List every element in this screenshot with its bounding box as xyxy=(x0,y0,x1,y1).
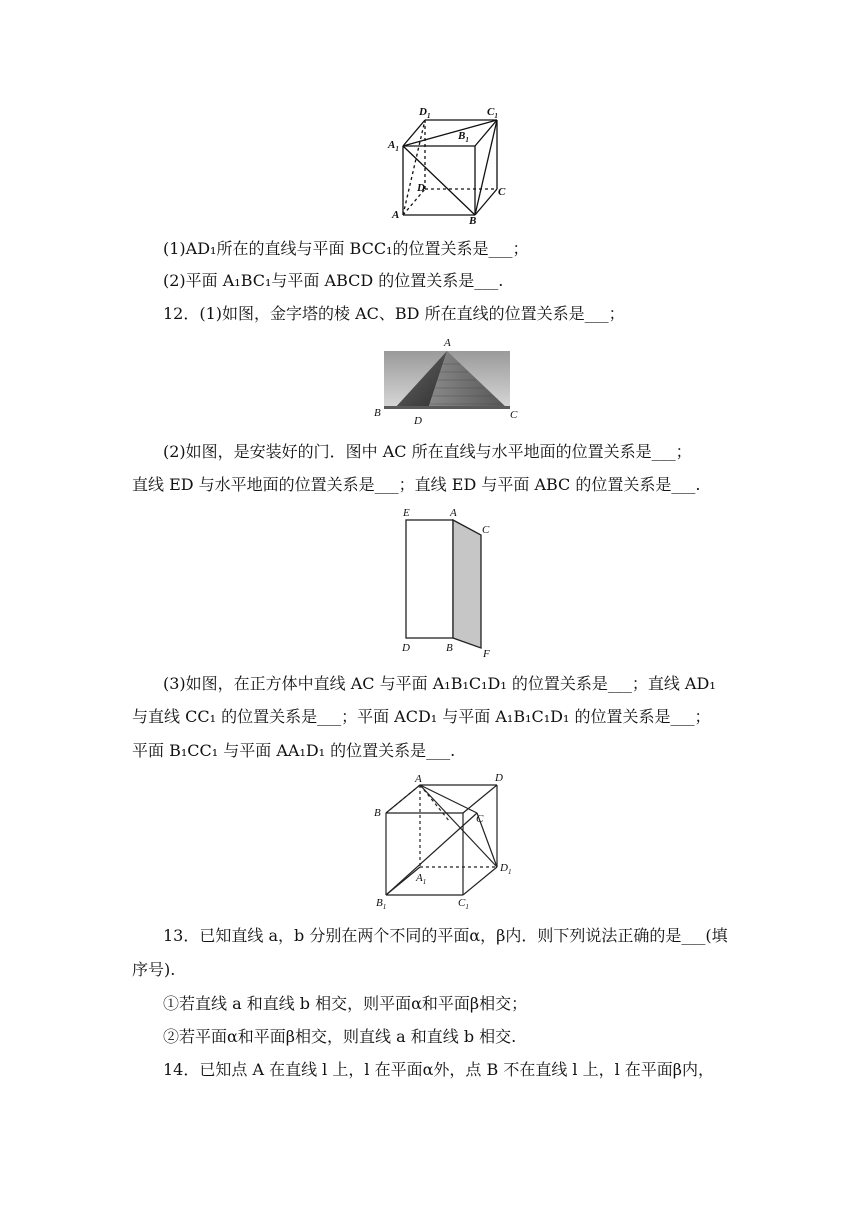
q12-part2-line2: 直线 ED 与水平地面的位置关系是___；直线 ED 与平面 ABC 的位置关系是___. xyxy=(132,475,701,494)
svg-text:B: B xyxy=(374,807,381,819)
door-figure xyxy=(398,505,498,660)
svg-text:A: A xyxy=(392,209,400,221)
cube-figure-2 xyxy=(370,770,520,910)
svg-text:C1: $C_1$ xyxy=(458,897,469,910)
svg-text:B: B xyxy=(446,642,453,654)
q11-part2: (2)平面 A₁BC₁与平面 ABCD 的位置关系是___. xyxy=(163,271,504,290)
q12-part3-line3: 平面 B₁CC₁ 与平面 AA₁D₁ 的位置关系是___. xyxy=(132,741,456,760)
svg-text:A: A xyxy=(450,507,457,519)
cube-figure-1 xyxy=(385,103,510,225)
svg-text:B: B xyxy=(469,215,477,225)
q13-option2: ②若平面α和平面β相交，则直线 a 和直线 b 相交. xyxy=(163,1027,517,1046)
q14-line1: 14．已知点 A 在直线 l 上，l 在平面α外，点 B 不在直线 l 上，l 在平面β内， xyxy=(163,1060,715,1079)
svg-text:C: C xyxy=(498,186,506,198)
q13-line1: 13．已知直线 a，b 分别在两个不同的平面α，β内．则下列说法正确的是___(填 xyxy=(163,926,728,945)
svg-text:E: E xyxy=(403,507,410,519)
door-panel xyxy=(453,520,481,648)
svg-text:A1: $A_1$ xyxy=(416,872,427,886)
svg-text:A: A xyxy=(444,337,451,349)
svg-text:A: A xyxy=(415,773,422,785)
svg-text:C: C xyxy=(510,409,518,421)
svg-text:B1: $B_1$ xyxy=(458,130,469,144)
svg-text:D1: $D_1$ xyxy=(419,106,431,120)
q12-part3-line1: (3)如图，在正方体中直线 AC 与平面 A₁B₁C₁D₁ 的位置关系是___；直线 AD₁ xyxy=(163,674,716,693)
svg-text:B: B xyxy=(374,407,381,419)
q13-line2: 序号). xyxy=(132,960,176,979)
svg-text:D: D xyxy=(495,772,503,784)
door-frame xyxy=(406,520,453,638)
pyramid-figure xyxy=(370,336,525,428)
svg-text:C1: $C_1$ xyxy=(487,106,498,120)
svg-text:D: D xyxy=(417,182,425,194)
svg-text:D: D xyxy=(414,415,422,427)
svg-text:C: C xyxy=(476,813,484,825)
q12-part3-line2: 与直线 CC₁ 的位置关系是___；平面 ACD₁ 与平面 A₁B₁C₁D₁ 的位置关系是___； xyxy=(132,707,711,726)
q12-part1: 12．(1)如图，金字塔的棱 AC、BD 所在直线的位置关系是___； xyxy=(163,304,625,323)
svg-text:A1: $A_1$ xyxy=(388,139,399,153)
svg-text:D1: $D_1$ xyxy=(500,862,512,876)
svg-text:C: C xyxy=(482,524,490,536)
q11-part1: (1)AD₁所在的直线与平面 BCC₁的位置关系是___； xyxy=(163,239,529,258)
q12-part2-line1: (2)如图，是安装好的门．图中 AC 所在直线与水平地面的位置关系是___； xyxy=(163,442,692,461)
svg-text:F: F xyxy=(483,648,490,660)
svg-text:D: D xyxy=(402,642,410,654)
q13-option1: ①若直线 a 和直线 b 相交，则平面α和平面β相交； xyxy=(163,994,528,1013)
svg-text:B1: $B_1$ xyxy=(376,897,387,910)
